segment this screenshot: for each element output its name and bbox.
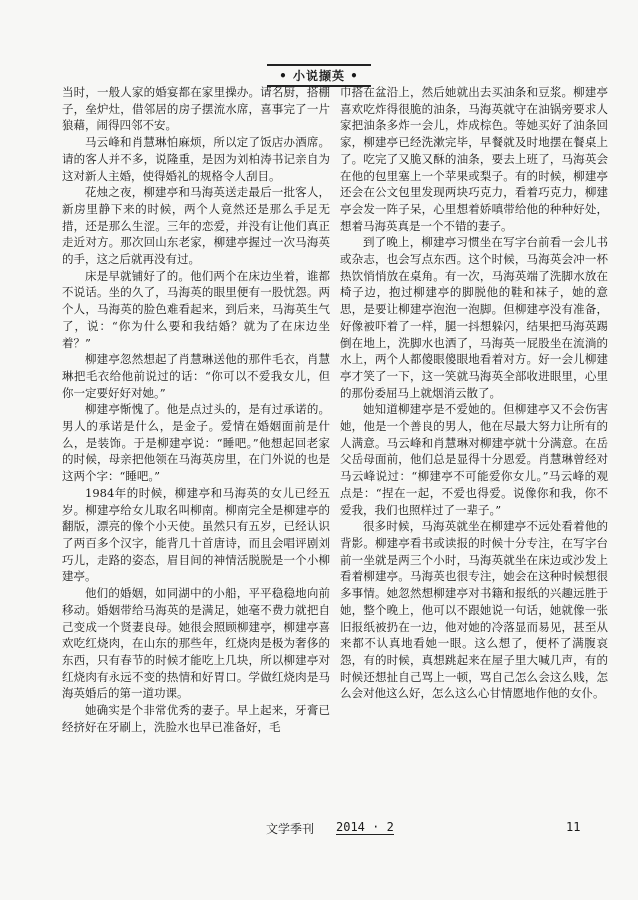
left-column: [62, 84, 330, 804]
section-title: • 小说撷英 •: [267, 64, 371, 87]
paragraph: 柳建亭忽然想起了肖慧琳送他的那件毛衣，肖慧琳把毛衣给他前说过的话：“你可以不爱我女儿，但你一定要好好对她。”: [62, 352, 330, 400]
paragraph: 他们的婚姻，如同湖中的小船，平平稳稳地向前移动。婚姻带给马海英的是满足，她毫不费力就把自己变成一个贤妻良母。她很会照顾柳建亭，柳建亭喜欢吃红烧肉，在山东的那些年，红烧肉是极为奢侈的东西，只有春节的时候才能吃上几块，所以柳建亭对红烧肉有永远不变的热情和好胃口。学做红烧肉是马海英婚后的第一道功课。: [62, 586, 330, 701]
paragraph: 到了晚上，柳建亭习惯坐在写字台前看一会儿书或杂志，也会写点东西。这个时候，马海英会冲一杯热饮悄悄放在桌角。有一次，马海英端了洗脚水放在椅子边，抱过柳建亭的脚脱他的鞋和袜子，她的意思，是要让柳建亭泡泡一泡脚。但柳建亭没有准备，好像被吓着了一样，腿一抖想躲闪，结果把马海英踢倒在地上，洗脚水也洒了，马海英一屁股坐在流淌的水上，两个人都傻眼傻眼地看着对方。好一会儿柳建亭才笑了一下，这一笑就马海英全部收进眼里，心里的那份委屈马上就烟消云散了。: [340, 235, 608, 400]
paragraph: 花烛之夜，柳建亭和马海英送走最后一批客人，新房里静下来的时候，两个人竟然还是那么手足无措，还是那么生涩。三年的恋爱，并没有让他们真正走近对方。那次回山东老家，柳建亭握过一次马海英的手，这之后就再没有过。: [62, 185, 330, 267]
issue-number: 2014 · 2: [336, 820, 394, 834]
paragraph: 很多时候，马海英就坐在柳建亭不远处看着他的背影。柳建亭看书或读报的时候十分专注，在写字台前一坐就是两三个小时，马海英就坐在床边或沙发上看着柳建亭。马海英也很专注，她会在这种时候想很多事情。她忽然想柳建亭对书籍和报纸的兴趣远胜于她，整个晚上，他可以不跟她说一句话，她就像一张旧报纸被扔在一边，他对她的冷落显而易见，甚至从来都不认真地看她一眼。这么想了，便杯了满腹哀怨，有的时候，真想跳起来在屋子里大喊几声，有的时候还想扯自己骂上一顿，骂自己怎么会这么贱，怎么会对他这么好，怎么这么心甘情愿地作他的女仆。: [340, 519, 608, 701]
paragraph: 柳建亭惭愧了。他是点过头的，是有过承诺的。男人的承诺是什么，是金子。爱情在婚姻面前是什么，是装饰。于是柳建亭说：“睡吧。”他想起回老家的时候，母亲把他领在马海英房里，在门外说的也是这两个字：“睡吧。”: [62, 402, 330, 484]
paragraph: 她确实是个非常优秀的妻子。早上起来，牙膏已经挤好在牙刷上，洗脸水也早已准备好，毛: [62, 703, 330, 734]
page-number: 11: [566, 820, 581, 834]
journal-name: 文学季刊: [266, 822, 315, 836]
paragraph: 巾搭在盆沿上，然后她就出去买油条和豆浆。柳建亭喜欢吃炸得很脆的油条，马海英就守在油锅旁要求人家把油条多炸一会儿，炸成棕色。等她买好了油条回家，柳建亭已经洗漱完毕，早餐就及时地摆在餐桌上了。吃完了又脆又酥的油条，要去上班了，马海英会在他的包里塞上一个苹果或梨子。有的时候，柳建亭还会在公文包里发现两块巧克力，看着巧克力，柳建亭会发一阵子呆，心里想着娇嗔带给他的种种好处，想着马海英真是一个不错的妻子。: [340, 85, 608, 233]
paragraph: 她知道柳建亭是不爱她的。但柳建亭又不会伤害她，他是一个善良的男人，他在尽最大努力让所有的人满意。马云峰和肖慧琳对柳建亭就十分满意。在岳父岳母面前，他们总是显得十分恩爱。肖慧琳曾经对马云峰说过：“柳建亭不可能爱你女儿。”马云峰的观点是：“捏在一起，不爱也得爱。说像你和我，你不爱我，我们也照样过了一辈子。”: [340, 402, 608, 517]
paragraph: 当时，一般人家的婚宴都在家里操办。请名厨，搭棚子，垒炉灶，借邻居的房子摆流水席，喜事完了一片狼藉，闹得四邻不安。: [62, 85, 330, 133]
paragraph: 马云峰和肖慧琳怕麻烦，所以定了饭店办酒席。请的客人并不多，说隆重，是因为刘柏涛书记亲自为这对新人主婚，使得婚礼的规格令人刮目。: [62, 135, 330, 183]
right-column: [340, 84, 608, 804]
paragraph: 1984年的时候，柳建亭和马海英的女儿已经五岁。柳建亭给女儿取名叫柳南。柳南完全是柳建亭的翻版，漂亮的像个小天使。虽然只有五岁，已经认识了两百多个汉字，能背几十首唐诗，而且会唱评剧刘巧儿，走路的姿态，眉目间的神情活脱脱是一个小柳建亭。: [62, 485, 330, 584]
paragraph: 床是早就铺好了的。他们两个在床边坐着，谁都不说话。坐的久了，马海英的眼里便有一股忧怨。两个人，马海英的脸色难看起来，到后来，马海英生气了，说：“你为什么要和我结婚？就为了在床边坐着？”: [62, 268, 330, 350]
